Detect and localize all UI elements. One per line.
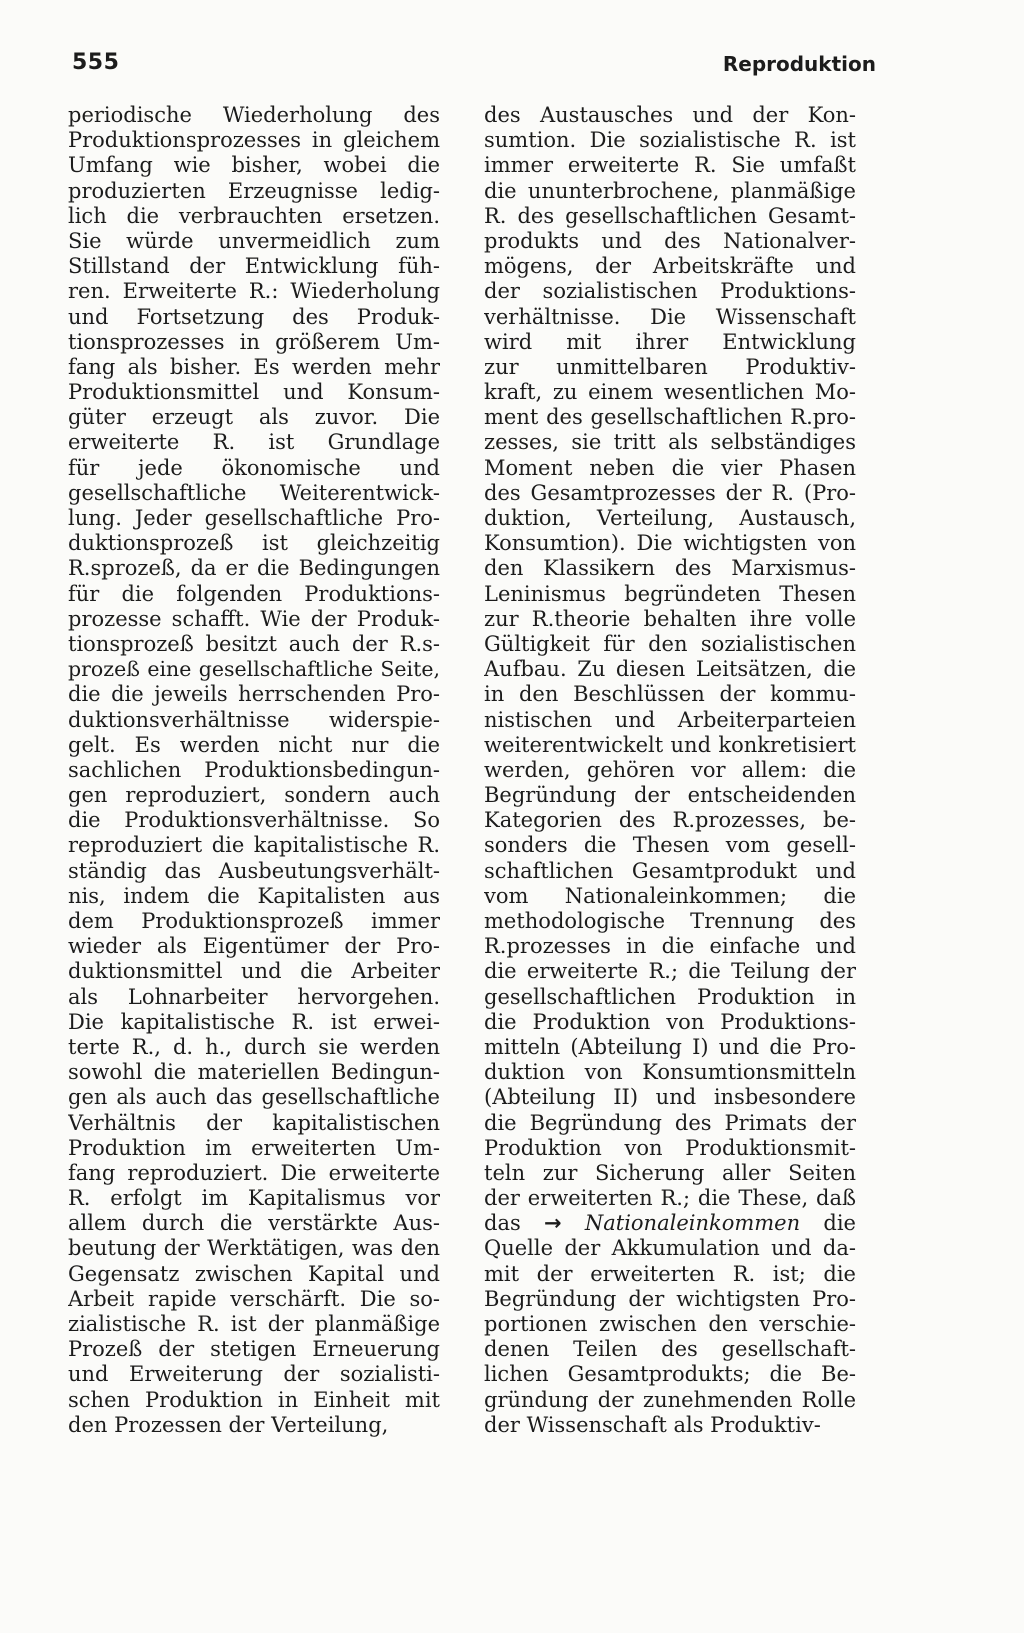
text-line: gen als auch das gesellschaftliche [68,1085,440,1110]
text-line: die erweiterte R.; die Teilung der [484,959,856,984]
text-line: Produktionsprozesses in gleichem [68,128,440,153]
text-line: Kategorien des R.prozesses, be- [484,808,856,833]
text-line: Prozeß der stetigen Erneuerung [68,1337,440,1362]
text-line: (Abteilung II) und insbesondere [484,1085,856,1110]
text-line: duktionsmittel und die Arbeiter [68,959,440,984]
text-line: gen reproduziert, sondern auch [68,783,440,808]
page-number: 555 [72,50,120,75]
text-line: gelt. Es werden nicht nur die [68,732,440,757]
text-line: zesses, sie tritt als selbständiges [484,430,856,455]
text-line: sumtion. Die sozialistische R. ist [484,128,856,153]
text-line: für die folgenden Produktions- [68,581,440,606]
text-line: ren. Erweiterte R.: Wiederholung [68,279,440,304]
text-line: tionsprozeß besitzt auch der R.s- [68,631,440,656]
text-line: Produktion von Produktionsmit- [484,1135,856,1160]
text-line: den Klassikern des Marxismus- [484,556,856,581]
text-line: zur unmittelbaren Produktiv- [484,354,856,379]
text-line: duktion von Konsumtionsmitteln [484,1060,856,1085]
text-line: verhältnisse. Die Wissenschaft [484,304,856,329]
text-line: Moment neben die vier Phasen [484,455,856,480]
text-line: gesellschaftliche Weiterentwick- [68,480,440,505]
text-line: gründung der zunehmenden Rolle [484,1387,856,1412]
text-line: R. des gesellschaftlichen Gesamt- [484,203,856,228]
text-line: ment des gesellschaftlichen R.pro- [484,405,856,430]
text-line: Quelle der Akkumulation und da- [484,1236,856,1261]
text-line: beutung der Werktätigen, was den [68,1236,440,1261]
text-line: prozesse schafft. Wie der Produk- [68,606,440,631]
text-line: die Produktionsverhältnisse. So [68,808,440,833]
text-line: mit der erweiterten R. ist; die [484,1261,856,1286]
text-line: lung. Jeder gesellschaftliche Pro- [68,506,440,530]
text-line: die Begründung des Primats der [484,1110,856,1135]
text-line: zialistische R. ist der planmäßige [68,1312,440,1336]
text-line: ständig das Ausbeutungsverhält- [68,858,440,883]
arrow-right-icon: → [544,1211,562,1236]
text-line: produkts und des Nationalver- [484,228,856,253]
text-line: fang reproduziert. Die erweiterte [68,1160,440,1185]
text-line: die Produktion von Produktions- [484,1009,856,1034]
text-line: in den Beschlüssen der kommu- [484,682,856,707]
text-line: mögens, der Arbeitskräfte und [484,254,856,279]
text-line: der Wissenschaft als Produktiv- [484,1412,821,1437]
text-line: duktionsverhältnisse widerspie- [68,707,440,732]
text-line: mitteln (Abteilung I) und die Pro- [484,1034,856,1059]
text-line: Aufbau. Zu diesen Leitsätzen, die [484,657,856,682]
text-line: der erweiterten R.; die These, daß [484,1186,856,1211]
text-line: Begründung der entscheidenden [484,783,856,808]
text-line: Produktion im erweiterten Um- [68,1135,440,1160]
text-line: nistischen und Arbeiterparteien [484,707,856,732]
text-line: nis, indem die Kapitalisten aus [68,883,440,908]
text-line: duktion, Verteilung, Austausch, [484,506,856,530]
text-line: den Prozessen der Verteilung, [68,1412,389,1437]
text-line: R.prozesses in die einfache und [484,934,856,959]
text-line: güter erzeugt als zuvor. Die [68,405,440,430]
text-line: des Gesamtprozesses der R. (Pro- [484,480,856,505]
text-line: allem durch die verstärkte Aus- [68,1211,440,1236]
text-line: teln zur Sicherung aller Seiten [484,1160,856,1185]
text-line: Gegensatz zwischen Kapital und [68,1261,440,1286]
text-line: wird mit ihrer Entwicklung [484,329,856,354]
text-line: wieder als Eigentümer der Pro- [68,934,440,959]
reference-after: die [823,1211,856,1236]
text-line: sachlichen Produktionsbedingun- [68,757,440,782]
text-line: sowohl die materiellen Bedingun- [68,1060,440,1085]
text-line: immer erweiterte R. Sie umfaßt [484,153,856,178]
text-line: periodische Wiederholung des [68,103,440,127]
text-line: werden, gehören vor allem: die [484,757,856,782]
text-line: R. erfolgt im Kapitalismus vor [68,1186,440,1211]
text-line: und Erweiterung der sozialisti- [68,1362,440,1387]
text-line: vom Nationaleinkommen; die [484,883,856,908]
reference-before: das [484,1211,521,1236]
text-line: Arbeit rapide verschärft. Die so- [68,1286,440,1311]
text-line: sonders die Thesen vom gesell- [484,833,856,858]
running-head: Reproduktion [722,52,876,76]
text-line: kraft, zu einem wesentlichen Mo- [484,380,856,405]
text-line: prozeß eine gesellschaftliche Seite, [68,657,440,682]
text-line: Konsumtion). Die wichtigsten von [484,531,856,556]
text-line: Umfang wie bisher, wobei die [68,153,440,178]
text-line: tionsprozesses in größerem Um- [68,329,440,354]
text-line: Gültigkeit für den sozialistischen [484,631,856,656]
text-line: produzierten Erzeugnisse ledig- [68,178,440,203]
text-line: Begründung der wichtigsten Pro- [484,1286,856,1311]
text-line: und Fortsetzung des Produk- [68,304,440,329]
text-line: reproduziert die kapitalistische R. [68,833,440,858]
text-line: duktionsprozeß ist gleichzeitig [68,531,440,556]
text-line: Produktionsmittel und Konsum- [68,380,440,405]
text-line: denen Teilen des gesellschaft- [484,1337,856,1362]
cross-reference-line [484,1211,856,1236]
text-line: weiterentwickelt und konkretisiert [484,732,856,757]
text-line: dem Produktionsprozeß immer [68,909,440,933]
text-line: als Lohnarbeiter hervorgehen. [68,984,440,1009]
text-line: portionen zwischen den verschie- [484,1312,856,1336]
text-line: des Austausches und der Kon- [484,103,856,127]
right-text-column [484,103,856,1438]
text-line: Verhältnis der kapitalistischen [68,1110,440,1135]
text-line: die die jeweils herrschenden Pro- [68,682,440,707]
text-line: Die kapitalistische R. ist erwei- [68,1009,440,1034]
page-header [72,50,876,84]
text-line: schaftlichen Gesamtprodukt und [484,858,856,883]
text-line: fang als bisher. Es werden mehr [68,354,440,379]
text-line: Sie würde unvermeidlich zum [68,228,440,253]
text-line: für jede ökonomische und [68,455,440,480]
left-text-column [68,103,440,1438]
text-line: Stillstand der Entwicklung füh- [68,254,440,279]
text-line: erweiterte R. ist Grundlage [68,430,440,455]
text-line: zur R.theorie behalten ihre volle [484,606,856,631]
text-line: terte R., d. h., durch sie werden [68,1034,440,1059]
text-line: R.sprozeß, da er die Bedingungen [68,556,440,581]
text-line: lichen Gesamtprodukts; die Be- [484,1362,856,1387]
text-line: der sozialistischen Produktions- [484,279,856,304]
text-line: die ununterbrochene, planmäßige [484,178,856,203]
text-line: Leninismus begründeten Thesen [484,581,856,606]
text-line: methodologische Trennung des [484,909,856,933]
text-line: schen Produktion in Einheit mit [68,1387,440,1412]
text-line: gesellschaftlichen Produktion in [484,984,856,1009]
cross-reference-term[interactable]: Nationaleinkommen [584,1211,801,1236]
text-line: lich die verbrauchten ersetzen. [68,203,440,228]
